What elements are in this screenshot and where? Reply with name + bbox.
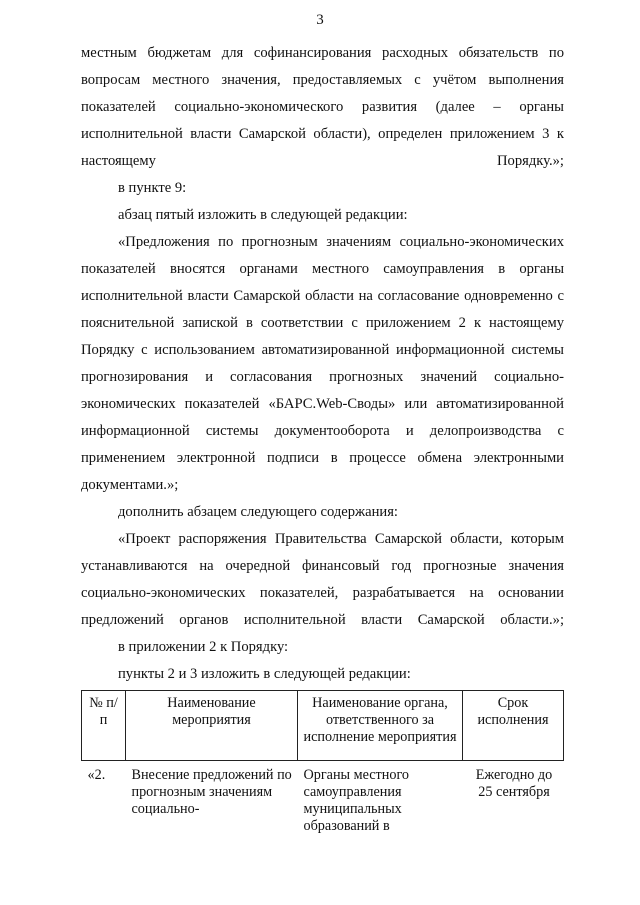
row-number: «2. [87, 767, 106, 783]
row-deadline: Ежегодно до 25 сентября [475, 767, 553, 800]
paragraph-clause-9: в пункте 9: [118, 180, 187, 196]
header-responsible-body: Наименование органа, ответственного за исполнение мероприятия [298, 691, 463, 761]
paragraph-continuation: местным бюджетам для софинансирования расходных обязательств по вопросам местного значения, предоставляемых с учётом выполнения показателей социально-экономического развития (далее – органы исполнительной власти Самарской области), определен приложением 3 к настоящему Порядку.»; [81, 45, 564, 169]
row-responsible-body: Органы местного самоуправления муниципальных образований в [303, 767, 409, 834]
paragraph-proposals-quote: «Предложения по прогнозным значениям социально-экономических показателей вносятся органами местного самоуправления в органы исполнительной власти Самарской области на согласование одновременно с пояснительной запиской в соответствии с приложением 2 к настоящему Порядку с использованием автоматизированной информационной системы прогнозирования и согласования прогнозных значений социально-экономических показателей «БАРС.Web-Своды» или автоматизированной информационной системы документооборота и делопроизводства с применением электронной подписи в процессе обмена электронными документами.»; [81, 234, 564, 493]
paragraph-add-abzac: дополнить абзацем следующего содержания: [118, 504, 398, 520]
header-number: № п/п [82, 691, 126, 761]
measures-table [81, 690, 564, 835]
page-number: 3 [316, 12, 324, 28]
header-deadline: Срок исполнения [463, 691, 564, 761]
paragraph-fifth-abzac: абзац пятый изложить в следующей редакции: [118, 207, 408, 223]
table-row [82, 761, 564, 836]
row-measure-name: Внесение предложений по прогнозным значениям социально- [131, 767, 292, 817]
header-measure-name: Наименование мероприятия [126, 691, 298, 761]
document-body [81, 40, 564, 688]
paragraph-appendix-2: в приложении 2 к Порядку: [118, 639, 289, 655]
table-header-row [82, 691, 564, 761]
paragraph-points-2-3: пункты 2 и 3 изложить в следующей редакции: [118, 666, 411, 682]
paragraph-draft-order-quote: «Проект распоряжения Правительства Самарской области, которым устанавливаются на очередной финансовый год прогнозные значения социально-экономических показателей, разрабатывается на основании предложений органов исполнительной власти Самарской области.»; [81, 531, 564, 628]
